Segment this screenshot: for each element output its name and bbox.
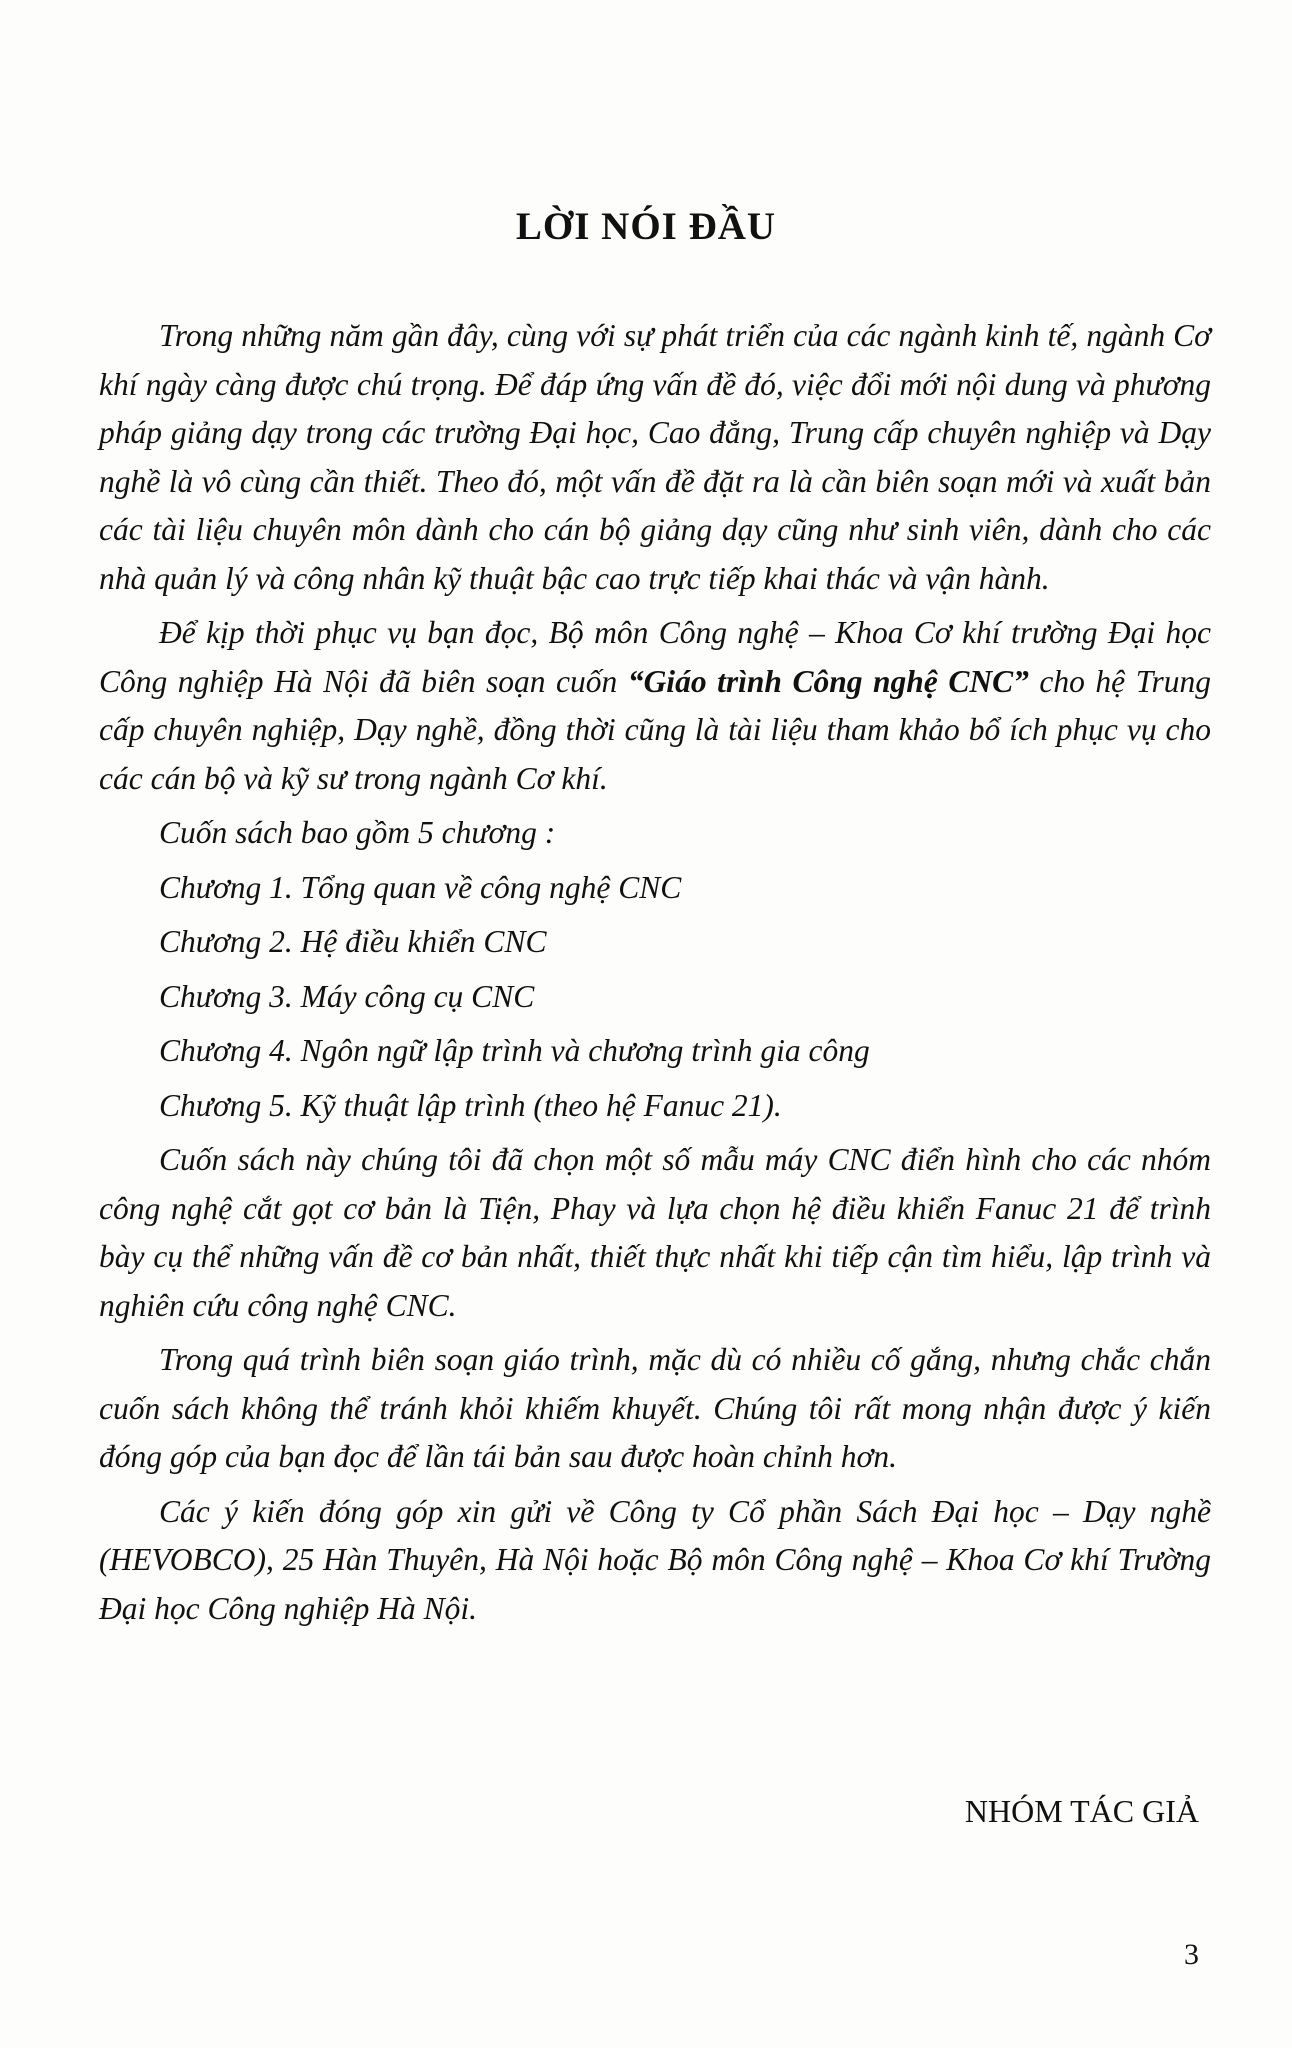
intro-paragraph: Trong những năm gần đây, cùng với sự phát triển của các ngành kinh tế, ngành Cơ khí ngày càng được chú trọng. Để đáp ứng vấn đề đó, việc đổi mới nội dung và phương pháp giảng dạy trong các trường Đại học, Cao đẳng, Trung cấp chuyên nghiệp và Dạy nghề là vô cùng cần thiết. Theo đó, một vấn đề đặt ra là cần biên soạn mới và xuất bản các tài liệu chuyên môn dành cho cán bộ giảng dạy cũng như sinh viên, dành cho các nhà quản lý và công nhân kỹ thuật bậc cao trực tiếp khai thác và vận hành. xyxy=(99,318,1211,596)
chapters-intro: Cuốn sách bao gồm 5 chương : xyxy=(159,815,556,850)
chapter-item-2: Chương 2. Hệ điều khiển CNC xyxy=(159,924,547,959)
selection-paragraph: Cuốn sách này chúng tôi đã chọn một số mẫu máy CNC điển hình cho các nhóm công nghệ cắt gọt cơ bản là Tiện, Phay và lựa chọn hệ điều khiển Fanuc 21 để trình bày cụ thể những vấn đề cơ bản nhất, thiết thực nhất khi tiếp cận tìm hiểu, lập trình và nghiên cứu công nghệ CNC. xyxy=(99,1142,1211,1323)
chapter-item-1: Chương 1. Tổng quan về công nghệ CNC xyxy=(159,869,682,905)
purpose-paragraph-end: cho hệ Trung cấp chuyên nghiệp, Dạy nghề, đồng thời cũng là tài liệu tham khảo bổ ích phục vụ cho các cán bộ và kỹ sư trong ngành Cơ khí. xyxy=(99,663,1211,796)
page-title: LỜI NÓI ĐẦU xyxy=(515,205,777,248)
apology-paragraph: Trong quá trình biên soạn giáo trình, mặc dù có nhiều cố gắng, nhưng chắc chắn cuốn sách không thể tránh khỏi khiếm khuyết. Chúng tôi rất mong nhận được ý kiến đóng góp của bạn đọc để lần tái bản sau được hoàn chỉnh hơn. xyxy=(99,1342,1211,1474)
book-title: “Giáo trình Công nghệ CNC” xyxy=(627,663,1029,699)
purpose-paragraph-start: Để kịp thời phục vụ bạn đọc, Bộ môn Công nghệ – Khoa Cơ khí trường Đại học Công nghiệp Hà Nội đã biên soạn cuốn xyxy=(99,615,1211,699)
chapter-item-5: Chương 5. Kỹ thuật lập trình (theo hệ Fanuc 21). xyxy=(159,1087,782,1123)
page-number: 3 xyxy=(1184,1938,1199,1971)
contact-paragraph: Các ý kiến đóng góp xin gửi về Công ty Cổ phần Sách Đại học – Dạy nghề (HEVOBCO), 25 Hàn Thuyên, Hà Nội hoặc Bộ môn Công nghệ – Khoa Cơ khí Trường Đại học Công nghiệp Hà Nội. xyxy=(99,1493,1211,1626)
author-signature: NHÓM TÁC GIẢ xyxy=(964,1793,1199,1829)
purpose-paragraph xyxy=(99,609,1211,803)
chapter-item-3: Chương 3. Máy công cụ CNC xyxy=(159,978,535,1014)
chapter-item-4: Chương 4. Ngôn ngữ lập trình và chương trình gia công xyxy=(159,1033,870,1068)
preface-body xyxy=(99,312,1211,1633)
